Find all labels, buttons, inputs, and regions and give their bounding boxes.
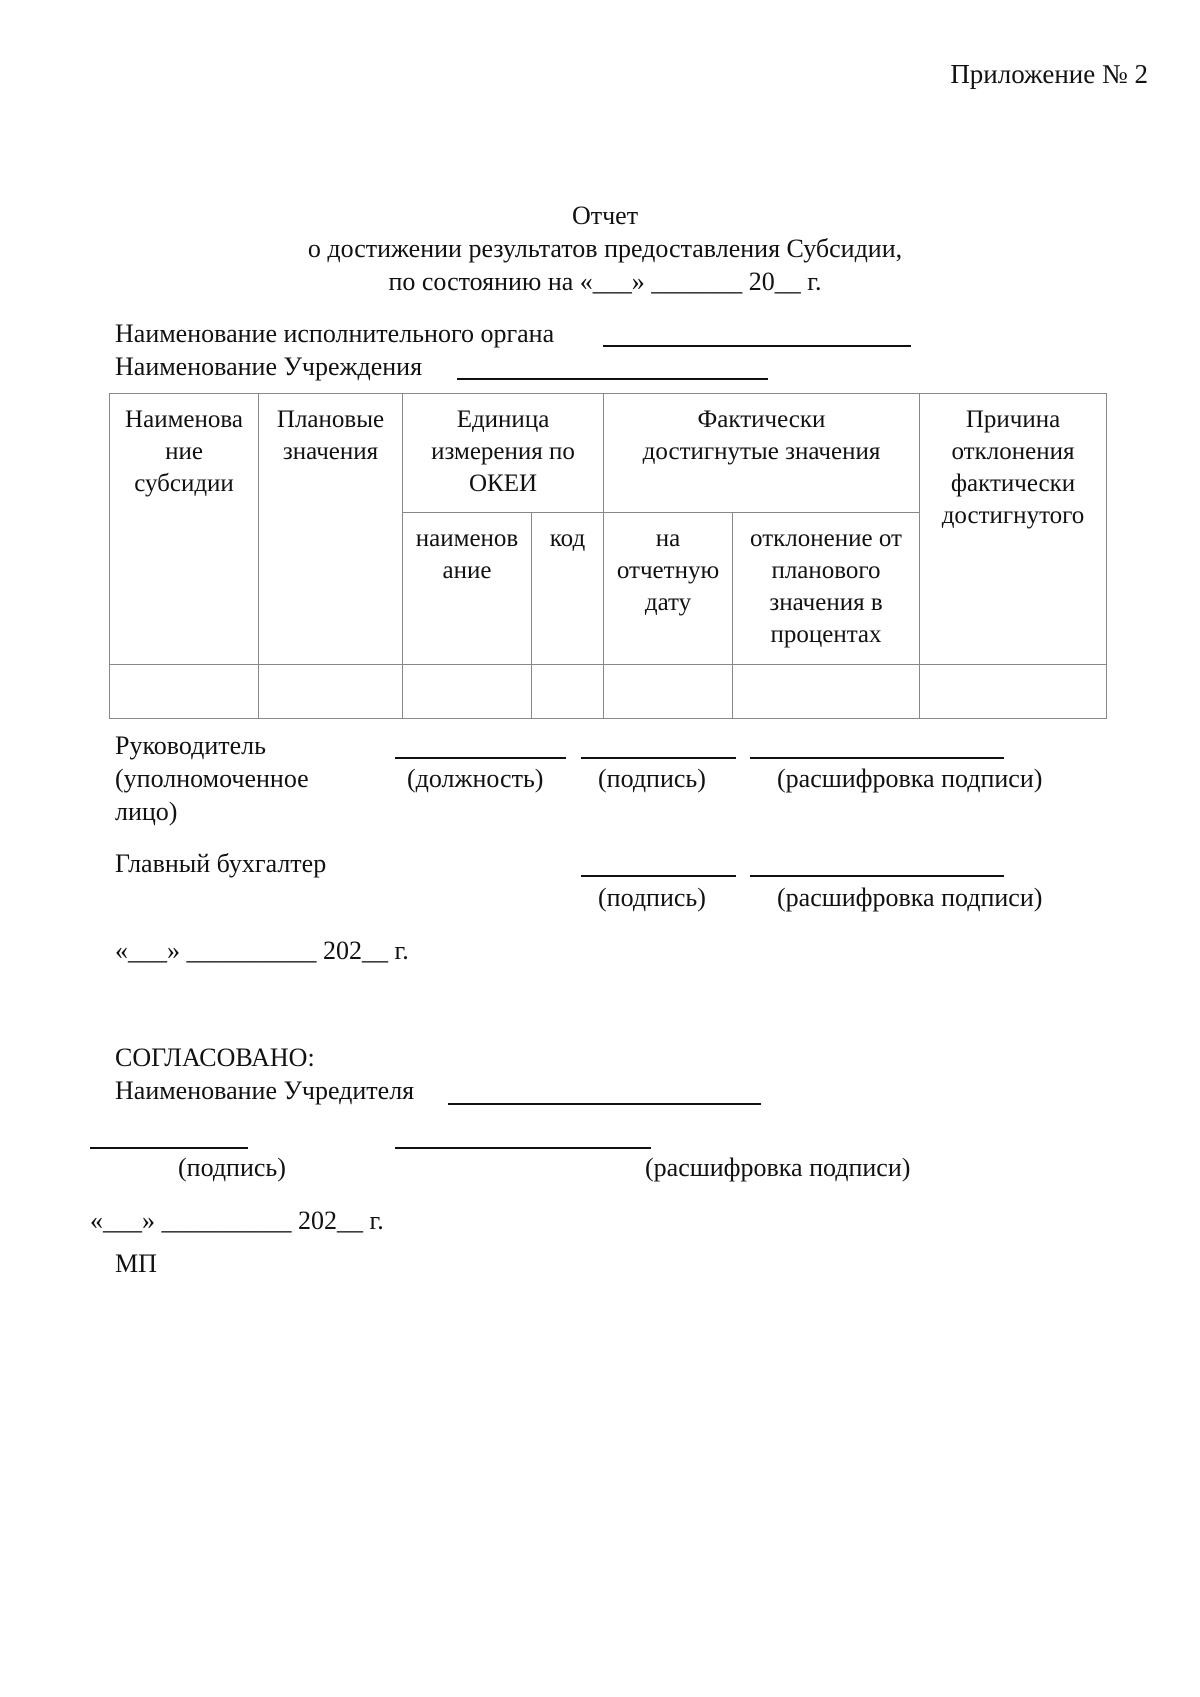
- founder-signature-caption: (подпись): [178, 1153, 286, 1182]
- institution-field[interactable]: [457, 378, 768, 380]
- accountant-signature-field[interactable]: [581, 875, 736, 877]
- table-cell[interactable]: [733, 665, 920, 719]
- table-cell[interactable]: [110, 665, 259, 719]
- report-title: Отчет: [571, 201, 639, 230]
- decoding-caption: (расшифровка подписи): [777, 764, 1043, 793]
- signature-caption: (подпись): [598, 764, 706, 793]
- chief-accountant-label: Главный бухгалтер: [115, 849, 327, 878]
- head-label-line3: лицо): [115, 797, 178, 826]
- stamp-place: МП: [115, 1249, 157, 1278]
- sub-unit-name: наименов ание: [403, 513, 532, 665]
- sub-actual-deviation: отклонение от планового значения в процентах: [733, 513, 920, 665]
- report-date-line: по состоянию на «___» _______ 20__ г.: [388, 267, 822, 296]
- table-cell[interactable]: [532, 665, 604, 719]
- table-cell[interactable]: [403, 665, 532, 719]
- col-deviation-reason: Причина отклонения фактически достигнутого: [920, 394, 1107, 665]
- appendix-label: Приложение № 2: [950, 59, 1148, 89]
- table-cell[interactable]: [604, 665, 733, 719]
- table-cell[interactable]: [259, 665, 403, 719]
- approval-heading: СОГЛАСОВАНО:: [115, 1043, 315, 1072]
- institution-label: Наименование Учреждения: [115, 352, 423, 381]
- head-decoding-field[interactable]: [750, 757, 1004, 759]
- founder-label: Наименование Учредителя: [115, 1076, 415, 1105]
- founder-decoding-caption: (расшифровка подписи): [645, 1153, 911, 1182]
- report-date: «___» __________ 202__ г.: [115, 936, 409, 965]
- col-actual-values: Фактически достигнутые значения: [604, 394, 920, 513]
- sub-actual-date: на отчетную дату: [604, 513, 733, 665]
- report-subtitle: о достижении результатов предоставления Субсидии,: [307, 234, 903, 263]
- table-cell[interactable]: [920, 665, 1107, 719]
- founder-signature-field[interactable]: [90, 1147, 248, 1149]
- position-caption: (должность): [407, 764, 544, 793]
- accountant-decoding-field[interactable]: [750, 875, 1004, 877]
- head-label-line2: (уполномоченное: [115, 764, 309, 793]
- table-row: [110, 665, 1107, 719]
- founder-decoding-field[interactable]: [395, 1147, 651, 1149]
- head-position-field[interactable]: [395, 757, 566, 759]
- col-planned-values: Плановые значения: [259, 394, 403, 665]
- col-subsidy-name: Наименова ние субсидии: [110, 394, 259, 665]
- sub-unit-code: код: [532, 513, 604, 665]
- founder-field[interactable]: [448, 1103, 761, 1105]
- approval-date: «___» __________ 202__ г.: [90, 1206, 384, 1235]
- accountant-signature-caption: (подпись): [598, 883, 706, 912]
- head-signature-field[interactable]: [581, 757, 736, 759]
- col-unit-okei: Единица измерения по ОКЕИ: [403, 394, 604, 513]
- exec-body-field[interactable]: [603, 345, 911, 347]
- accountant-decoding-caption: (расшифровка подписи): [777, 883, 1043, 912]
- exec-body-label: Наименование исполнительного органа: [115, 319, 555, 348]
- results-table: [109, 393, 1107, 719]
- head-label-line1: Руководитель: [115, 731, 266, 760]
